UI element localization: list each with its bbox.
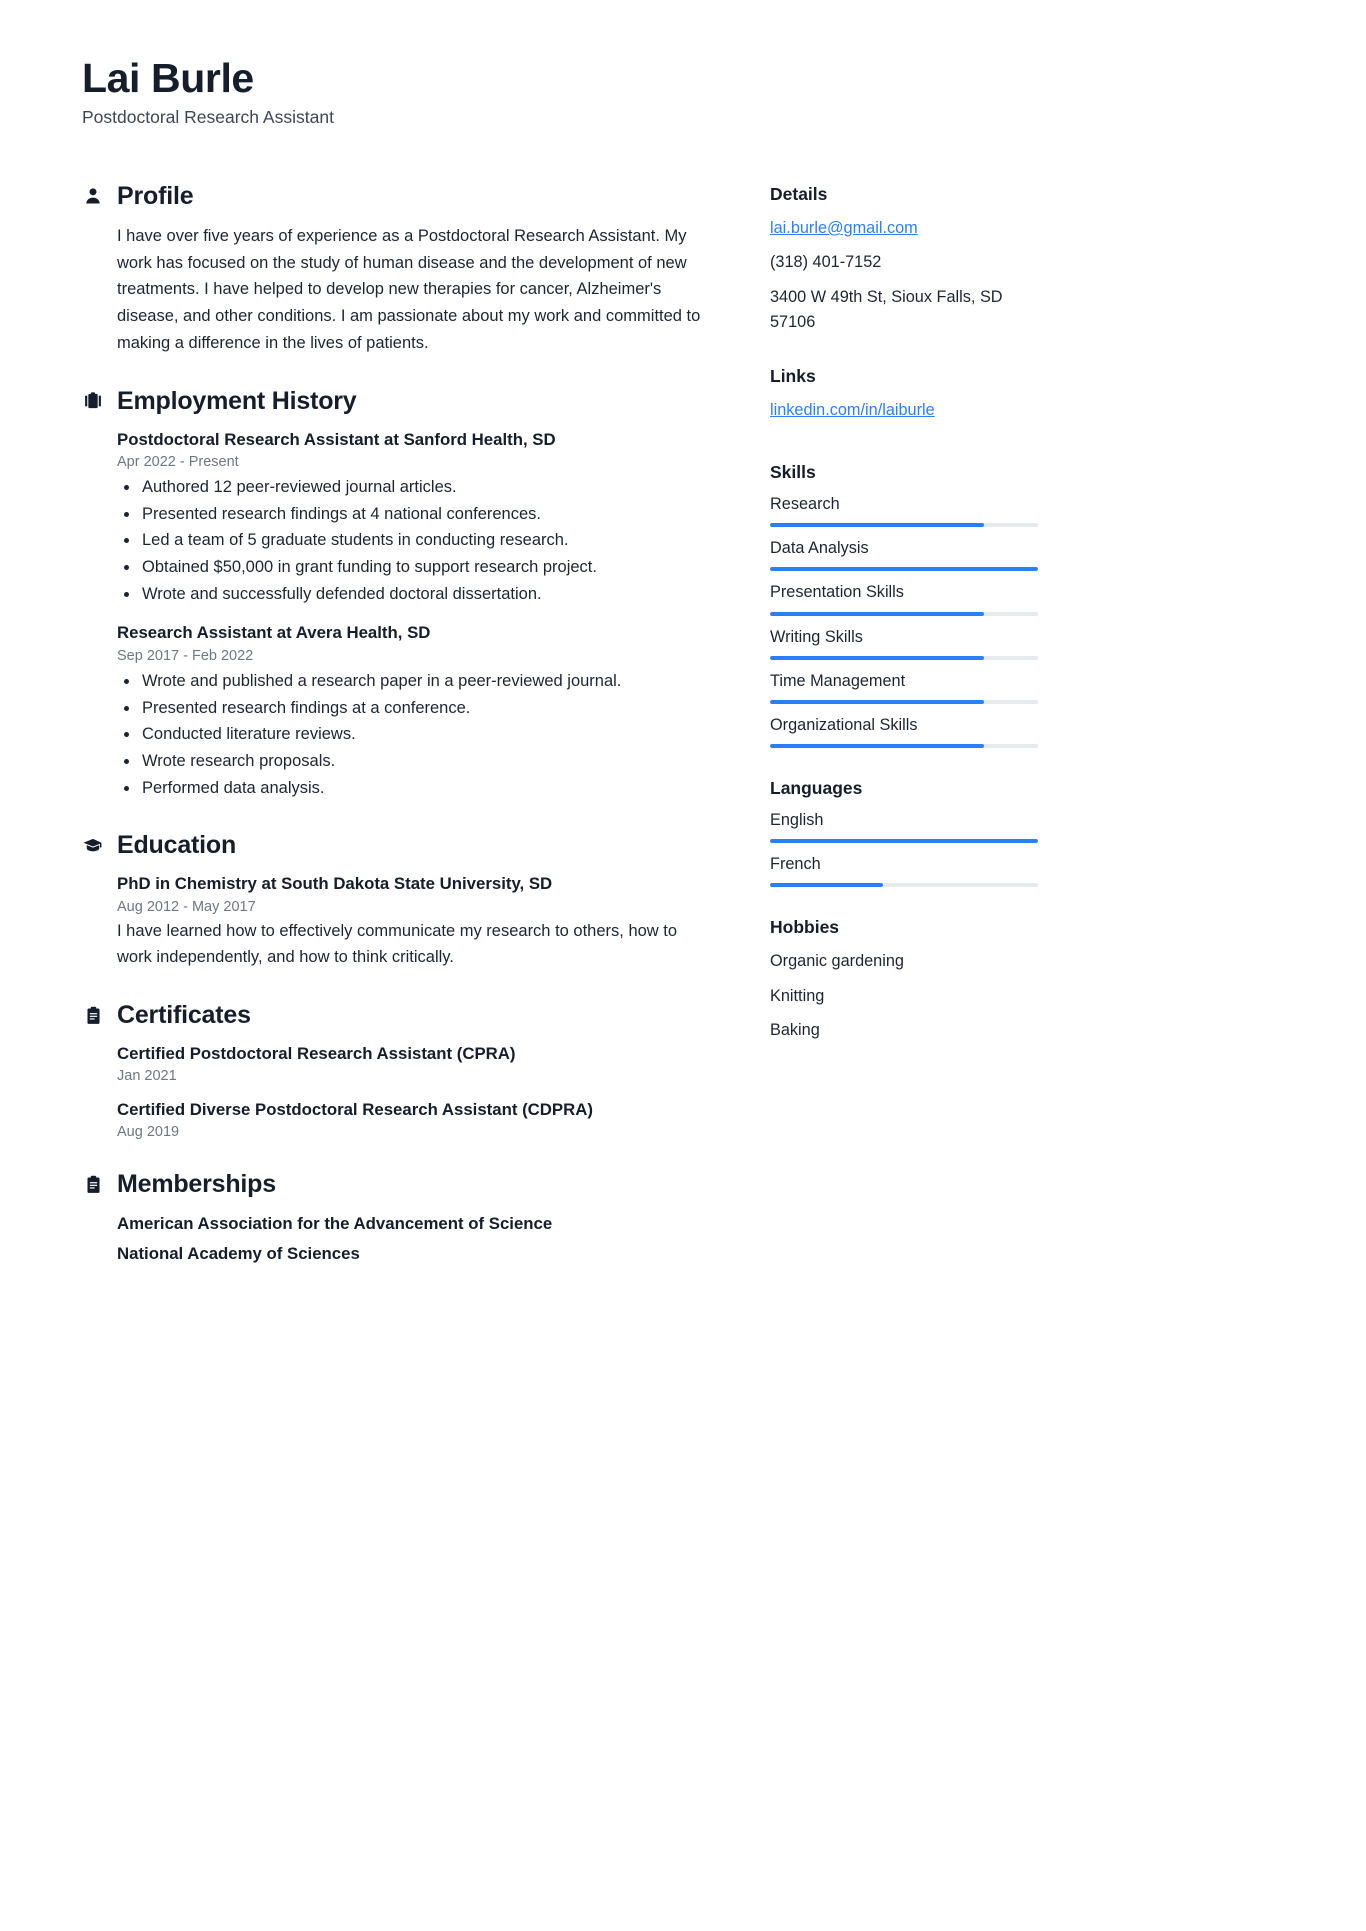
skill-meter-fill [770, 700, 984, 704]
job-entry [117, 428, 704, 608]
memberships-heading-row [82, 1170, 704, 1199]
profile-text: I have over five years of experience as a Postdoctoral Research Assistant. My work has focused on the study of human disease and the development of new treatments. I have helped to develop new therapies for cancer, Alzheimer's disease, and other conditions. I am passionate about my work and committed to making a difference in the lives of patients. [117, 226, 701, 352]
hobby-item: Baking [770, 1021, 820, 1040]
language-meter-track [770, 839, 1038, 843]
skills-heading: Skills [770, 462, 816, 483]
sidebar-languages [770, 778, 1038, 887]
skill-meter-fill [770, 656, 984, 660]
skill-label: Writing Skills [770, 627, 863, 646]
sidebar-hobbies [770, 917, 1038, 1043]
profile-heading-row [82, 182, 704, 211]
education-entry [117, 872, 704, 970]
memberships-body [82, 1211, 704, 1267]
memberships-heading: Memberships [117, 1170, 276, 1199]
section-certificates [82, 1001, 704, 1141]
skill-meter-track [770, 744, 1038, 748]
skill-row [770, 627, 1038, 660]
hobbies-heading: Hobbies [770, 917, 840, 938]
skill-meter-fill [770, 744, 984, 748]
language-row [770, 854, 1038, 887]
skill-meter-fill [770, 567, 1038, 571]
section-education [82, 831, 704, 970]
skill-label: Research [770, 495, 840, 514]
language-meter-fill [770, 839, 1038, 843]
resume-columns [82, 182, 1246, 1297]
list-item: Obtained $50,000 in grant funding to support research project. [117, 554, 704, 581]
skill-row [770, 671, 1038, 704]
candidate-name: Lai Burle [82, 55, 254, 101]
sidebar-skills [770, 462, 1038, 748]
list-item: Wrote research proposals. [117, 748, 704, 775]
person-icon [82, 185, 104, 207]
hobby-item: Knitting [770, 986, 825, 1005]
education-date: Aug 2012 - May 2017 [117, 898, 256, 915]
list-item: Presented research findings at a conference. [117, 695, 704, 722]
clipboard-icon [82, 1174, 104, 1196]
skill-row [770, 538, 1038, 571]
skill-label: Data Analysis [770, 539, 869, 558]
certificate-date: Aug 2019 [117, 1124, 180, 1141]
certificate-title: Certified Diverse Postdoctoral Research Assistant (CDPRA) [117, 1099, 593, 1119]
skill-meter-track [770, 656, 1038, 660]
certificates-heading: Certificates [117, 1000, 251, 1029]
skill-row [770, 582, 1038, 615]
sidebar-details [770, 184, 1038, 336]
employment-body [82, 428, 704, 802]
skill-meter-fill [770, 612, 984, 616]
skill-meter-track [770, 523, 1038, 527]
skill-label: Presentation Skills [770, 583, 904, 602]
education-description: I have learned how to effectively communicate my research to others, how to work independently, and how to think critically. [117, 921, 678, 967]
resume-header [82, 56, 1246, 128]
linkedin-link[interactable]: linkedin.com/in/laiburle [770, 400, 935, 419]
language-label: English [770, 811, 824, 830]
hobby-item: Organic gardening [770, 952, 904, 971]
phone-value: (318) 401-7152 [770, 253, 882, 272]
email-link[interactable]: lai.burle@gmail.com [770, 218, 918, 237]
employment-heading-row [82, 387, 704, 416]
certificate-entry [117, 1042, 704, 1084]
language-row [770, 810, 1038, 843]
languages-heading: Languages [770, 778, 863, 799]
education-heading: Education [117, 831, 237, 860]
language-meter-fill [770, 883, 883, 887]
address-value: 3400 W 49th St, Sioux Falls, SD 57106 [770, 287, 1003, 332]
sidebar-links [770, 366, 1038, 432]
section-profile [82, 182, 704, 357]
language-meter-track [770, 883, 1038, 887]
job-date: Apr 2022 - Present [117, 453, 239, 470]
job-title: Research Assistant at Avera Health, SD [117, 623, 431, 643]
list-item: Performed data analysis. [117, 775, 704, 802]
graduation-cap-icon [82, 835, 104, 857]
list-item: Wrote and published a research paper in a peer-reviewed journal. [117, 668, 704, 695]
skill-meter-fill [770, 523, 984, 527]
certificate-date: Jan 2021 [117, 1067, 177, 1084]
links-heading: Links [770, 365, 816, 386]
language-label: French [770, 855, 821, 874]
list-item: Wrote and successfully defended doctoral dissertation. [117, 581, 704, 608]
skill-label: Organizational Skills [770, 715, 918, 734]
details-heading: Details [770, 183, 828, 204]
job-date: Sep 2017 - Feb 2022 [117, 647, 254, 664]
job-entry [117, 621, 704, 801]
list-item: Authored 12 peer-reviewed journal articles. [117, 474, 704, 501]
employment-heading: Employment History [117, 386, 357, 415]
candidate-job-title: Postdoctoral Research Assistant [82, 106, 334, 127]
skill-label: Time Management [770, 671, 906, 690]
sidebar-column [770, 182, 1038, 1074]
job-bullets [117, 668, 704, 802]
certificates-body [82, 1042, 704, 1141]
briefcase-icon [82, 390, 104, 412]
skill-meter-track [770, 700, 1038, 704]
main-column [82, 182, 704, 1297]
certificates-heading-row [82, 1001, 704, 1030]
skill-meter-track [770, 612, 1038, 616]
job-bullets [117, 474, 704, 608]
certificate-title: Certified Postdoctoral Research Assistant (CPRA) [117, 1043, 516, 1063]
membership-item: American Association for the Advancement of Science [117, 1214, 553, 1234]
profile-heading: Profile [117, 181, 194, 210]
membership-item: National Academy of Sciences [117, 1244, 360, 1264]
clipboard-icon [82, 1004, 104, 1026]
skill-row [770, 494, 1038, 527]
skill-meter-track [770, 567, 1038, 571]
list-item: Presented research findings at 4 national conferences. [117, 501, 704, 528]
education-heading-row [82, 831, 704, 860]
section-employment [82, 387, 704, 802]
skill-row [770, 715, 1038, 748]
certificate-entry [117, 1098, 704, 1140]
section-memberships [82, 1170, 704, 1267]
profile-body [82, 223, 704, 357]
job-title: Postdoctoral Research Assistant at Sanford Health, SD [117, 429, 556, 449]
list-item: Led a team of 5 graduate students in conducting research. [117, 527, 704, 554]
list-item: Conducted literature reviews. [117, 721, 704, 748]
education-body [82, 872, 704, 970]
education-title: PhD in Chemistry at South Dakota State University, SD [117, 874, 553, 894]
